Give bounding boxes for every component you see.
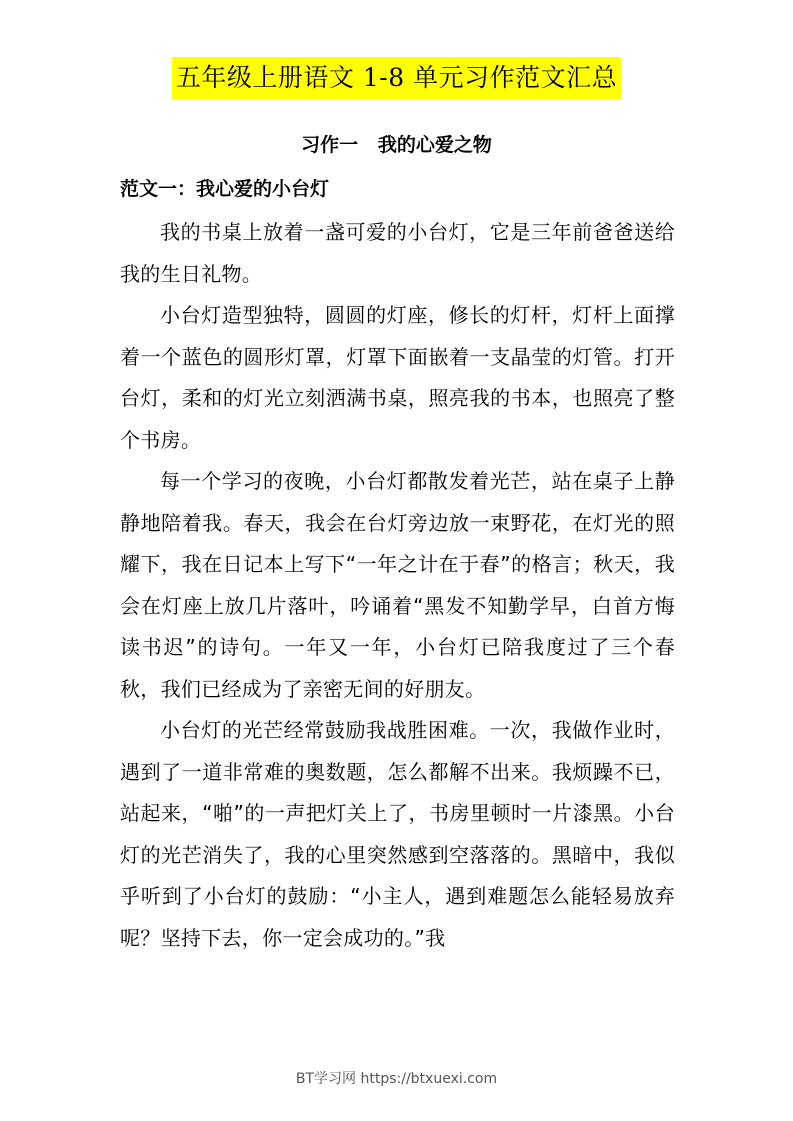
paragraph: 每一个学习的夜晚，小台灯都散发着光芒，站在桌子上静静地陪着我。春天，我会在台灯旁边放一束野花，在灯光的照耀下，我在日记本上写下“一年之计在于春”的格言；秋天，我会在灯座上放几片落叶，吟诵着“黑发不知勤学早，白首方悔读书迟”的诗句。一年又一年，小台灯已陪我度过了三个春秋，我们已经成为了亲密无间的好朋友。	[120, 469, 675, 701]
document-title: 五年级上册语文 1-8 单元习作范文汇总	[172, 57, 621, 99]
paragraph: 小台灯造型独特，圆圆的灯座，修长的灯杆，灯杆上面撑着一个蓝色的圆形灯罩，灯罩下面嵌着一支晶莹的灯管。打开台灯，柔和的灯光立刻洒满书桌，照亮我的书本，也照亮了整个书房。	[120, 303, 675, 452]
footer-source: BT学习网 https://btxuexi.com	[295, 1071, 498, 1087]
title-wrapper	[0, 57, 793, 99]
essay-title: 范文一：我心爱的小台灯	[120, 178, 330, 200]
essay-body	[120, 212, 675, 959]
paragraph: 小台灯的光芒经常鼓励我战胜困难。一次，我做作业时，遇到了一道非常难的奥数题，怎么都解不出来。我烦躁不已，站起来，“啪”的一声把灯关上了，书房里顿时一片漆黑。小台灯的光芒消失了，我的心里突然感到空落落的。黑暗中，我似乎听到了小台灯的鼓励：“小主人，遇到难题怎么能轻易放弃呢？坚持下去，你一定会成功的。”我	[120, 718, 675, 950]
section-title: 习作一 我的心爱之物	[301, 134, 492, 156]
paragraph: 我的书桌上放着一盏可爱的小台灯，它是三年前爸爸送给我的生日礼物。	[120, 220, 675, 286]
